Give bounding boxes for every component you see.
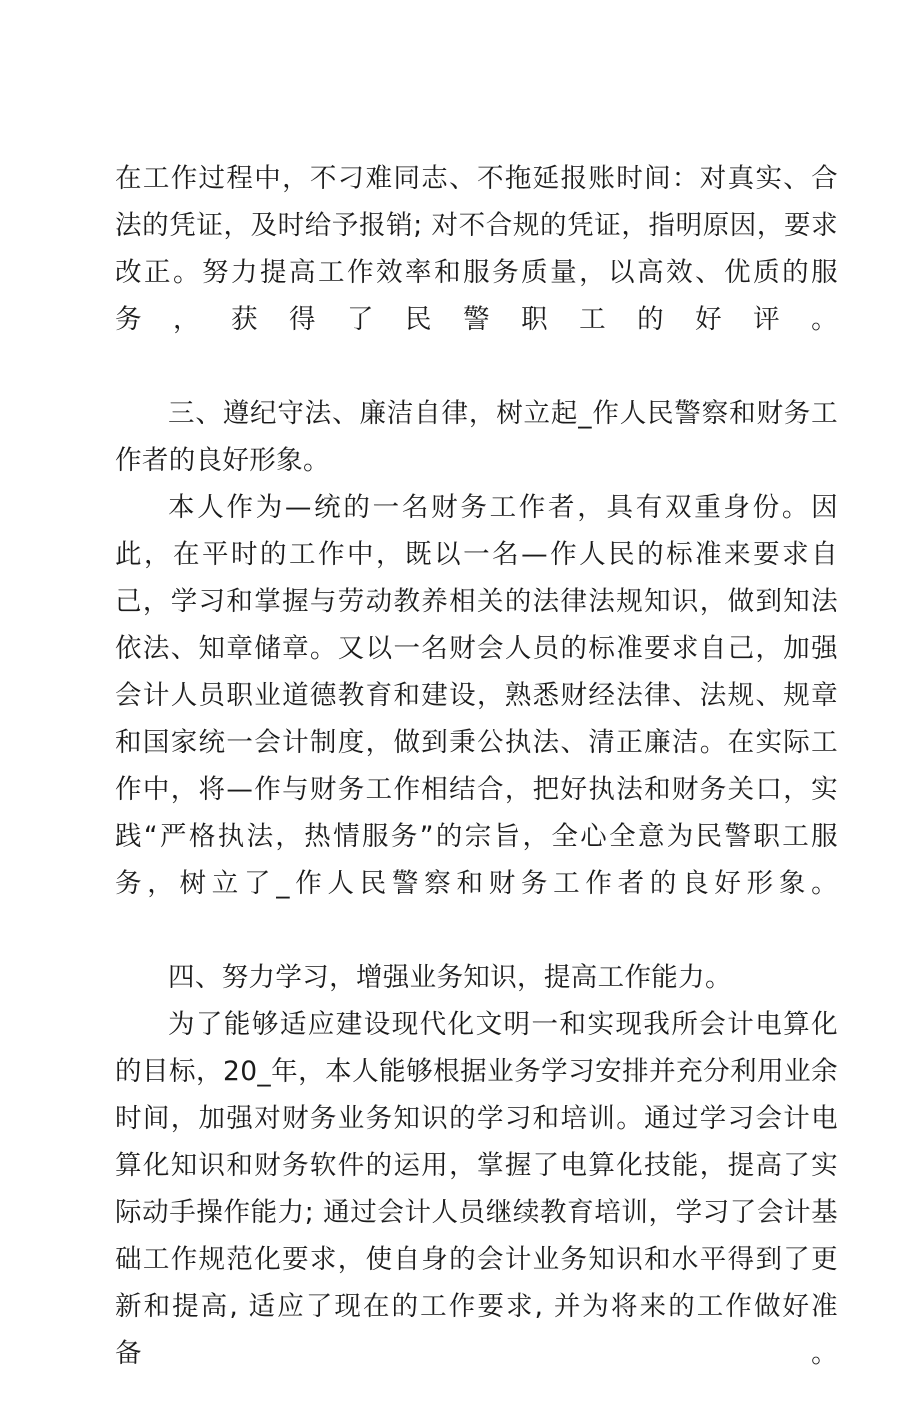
- heading-section-four: 四、努力学习，增强业务知识，提高工作能力。: [168, 962, 732, 993]
- paragraph-study-training: 为了能够适应建设现代化文明一和实现我所会计电算化的目标，20_年，本人能够根据业务学习安排并充分利用业余时间，加强对财务业务知识的学习和培训。通过学习会计电算化知识和财务软件的运用，掌握了电算化技能，提高了实际动手操作能力; 通过会计人员继续教育培训，学习了会计基础工作规范化要求，使自身的会计业务知识和水平得到了更新和提高, 适应了现在的工作要求, 并为将来的工作做好准备。: [115, 1009, 838, 1369]
- document-body: [115, 155, 838, 1424]
- paragraph-dual-identity: 本人作为—统的一名财务工作者，具有双重身份。因此，在平时的工作中，既以一名—作人民的标准来要求自己，学习和掌握与劳动教养相关的法律法规知识，做到知法依法、知章储章。又以一名财会人员的标准要求自己，加强会计人员职业道德教育和建设，熟悉财经法律、法规、规章和国家统一会计制度，做到秉公执法、清正廉洁。在实际工作中，将—作与财务工作相结合，把好执法和财务关口，实践“严格执法，热情服务”的宗旨，全心全意为民警职工服务，树立了_作人民警察和财务工作者的良好形象。: [115, 492, 838, 899]
- heading-section-three: 三、遵纪守法、廉洁自律，树立起_作人民警察和财务工作者的良好形象。: [115, 398, 838, 476]
- paragraph-work-process: 在工作过程中，不刁难同志、不拖延报账时间：对真实、合法的凭证，及时给予报销; 对不合规的凭证，指明原因，要求改正。努力提高工作效率和服务质量，以高效、优质的服务，获得了民警职工的好评。: [115, 163, 838, 335]
